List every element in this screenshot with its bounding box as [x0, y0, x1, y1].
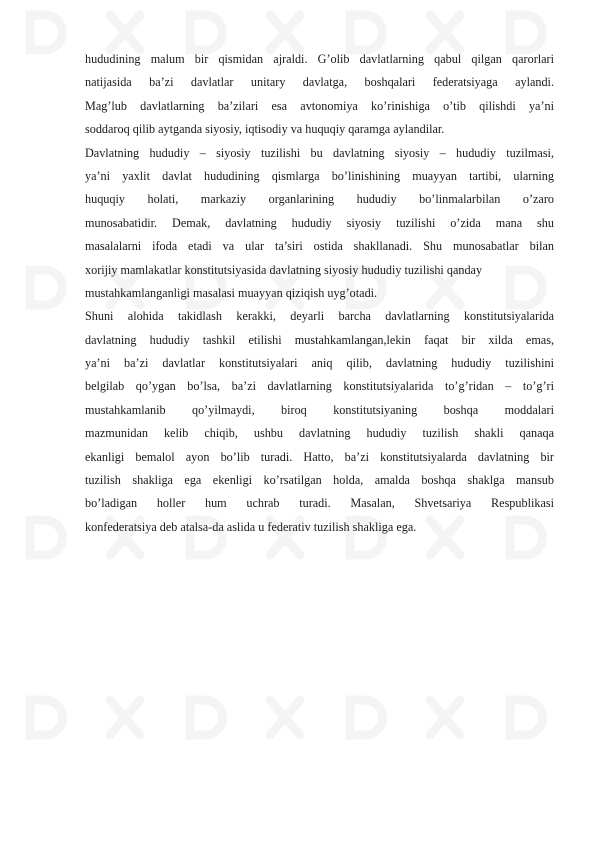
text-line: Mag’lub davlatlarning ba’zilari esa avtonomiya ko’rinishiga o’tib qilishdi ya’ni — [85, 98, 554, 113]
text-line: belgilab qo’ygan bo’lsa, ba’zi davlatlarning konstitutsiyalarida to’g’ridan – to’g’ri — [85, 379, 554, 394]
text-line: bo’ladigan holler hum uchrab turadi. Masalan, Shvetsariya Respublikasi — [85, 496, 554, 511]
watermark-row-4 — [30, 700, 543, 735]
text-line: tuzilish shakliga ega ekenligi ko’rsatilgan holda, amalda boshqa shaklga mansub — [85, 473, 554, 488]
text-line: ekanligi bemalol ayon bo’lib turadi. Hatto, ba’zi konstitutsiyalarda davlatning bir — [85, 449, 554, 464]
text-line: konfederatsiya deb atalsa-da aslida u federativ tuzilish shakliga ega. — [85, 519, 417, 534]
body-text — [85, 48, 554, 539]
text-line: Shuni alohida takidlash kerakki, deyarli barcha davlatlarning konstitutsiyalarida — [85, 309, 554, 324]
text-line: xorijiy mamlakatlar konstitutsiyasida davlatning siyosiy hududiy tuzilishi qanday — [85, 262, 483, 277]
text-line: mustahkamlanganligi masalasi muayyan qiziqish uyg’otadi. — [85, 285, 378, 300]
text-line: davlatning hududiy tashkil etilishi mustahkamlangan,lekin faqat bir xilda emas, — [85, 332, 554, 347]
text-line: mazmunidan kelib chiqib, ushbu davlatning hududiy tuzilish shakli qanaqa — [85, 426, 554, 441]
text-line: mustahkamlanib qo’yilmaydi, biroq konstitutsiyaning boshqa moddalari — [85, 402, 554, 417]
watermark-row-1 — [30, 15, 543, 50]
text-line: Davlatning hududiy – siyosiy tuzilishi bu davlatning siyosiy – hududiy tuzilmasi, — [85, 145, 554, 160]
text-line: ya’ni ba’zi davlatlar konstitutsiyalari aniq qilib, davlatning hududiy tuzilishini — [85, 356, 554, 371]
paragraph-2 — [85, 142, 554, 306]
text-line: ya’ni yaxlit davlat hududining qismlarga bo’linishining muayyan tartibi, ularning — [85, 168, 554, 183]
text-line: munosabatidir. Demak, davlatning hududiy siyosiy tuzilishi o’zida mana shu — [85, 215, 554, 230]
text-line: masalalarni ifoda etadi va ular ta’siri ostida shakllanadi. Shu munosabatlar bilan — [85, 239, 554, 254]
text-line: hududining malum bir qismidan ajraldi. G’olib davlatlarning qabul qilgan qarorlari — [85, 52, 554, 66]
text-line: natijasida ba’zi davlatlar unitary davlatga, boshqalari federatsiyaga aylandi. — [85, 75, 554, 90]
paragraph-1 — [85, 48, 554, 142]
text-line: soddaroq qilib aytganda siyosiy, iqtisodiy va huquqiy qaramga aylandilar. — [85, 122, 445, 137]
text-line: huquqiy holati, markaziy organlarining hududiy bo’linmalarbilan o’zaro — [85, 192, 554, 207]
paragraph-3 — [85, 305, 554, 539]
